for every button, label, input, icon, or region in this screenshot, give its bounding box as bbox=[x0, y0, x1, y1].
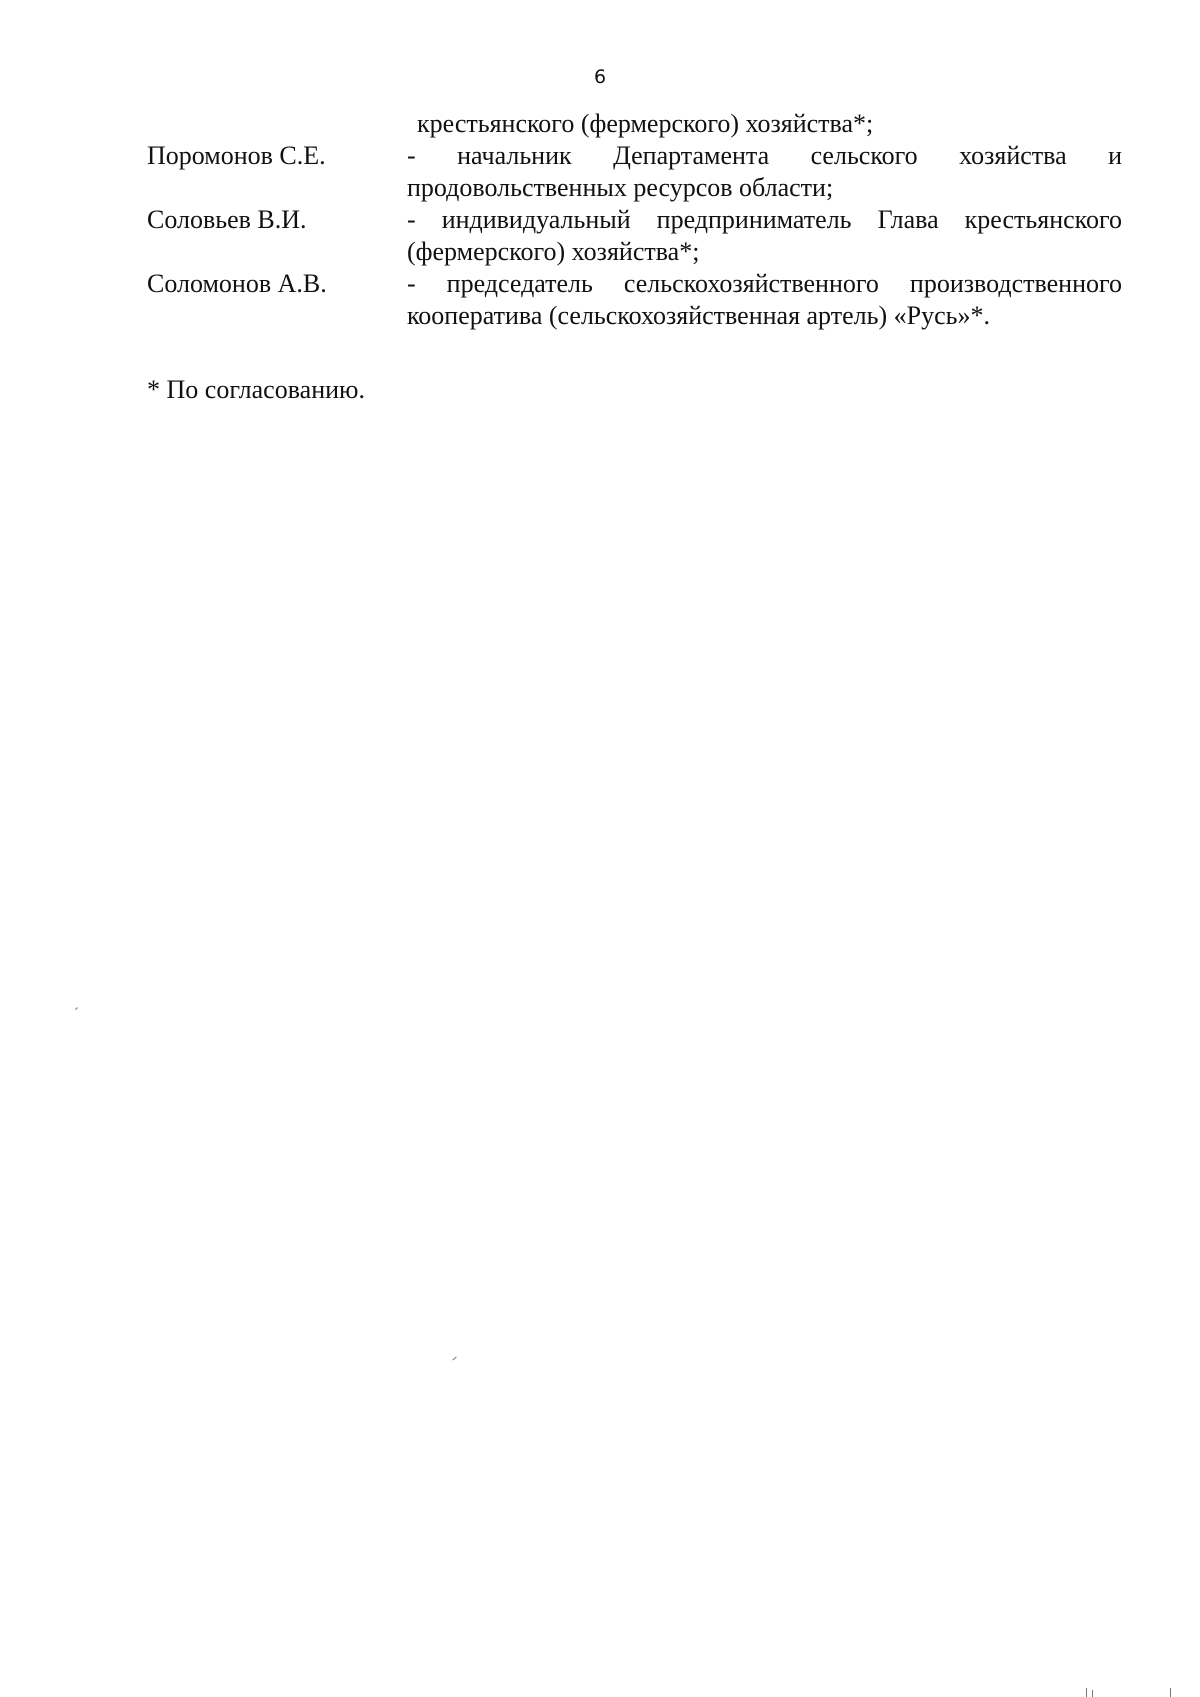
scan-speck bbox=[1170, 1688, 1171, 1697]
scan-speck bbox=[1086, 1688, 1087, 1697]
page-number: 6 bbox=[593, 66, 607, 88]
member-role-line: - председатель сельскохозяйственного производственного bbox=[407, 269, 1122, 298]
scan-speck bbox=[1092, 1690, 1093, 1697]
members-list bbox=[147, 108, 1122, 332]
member-role bbox=[407, 268, 1122, 332]
member-role-line: (фермерского) хозяйства*; bbox=[407, 237, 700, 266]
member-name: Поромонов С.Е. bbox=[147, 141, 326, 170]
member-role bbox=[407, 140, 1122, 204]
member-role-line: кооператива (сельскохозяйственная артель) «Русь»*. bbox=[407, 301, 990, 330]
member-role-line: - индивидуальный предприниматель Глава крестьянского bbox=[407, 205, 1122, 234]
scan-speck bbox=[75, 1007, 78, 1010]
member-role-line: продовольственных ресурсов области; bbox=[407, 173, 834, 202]
continuation-line: крестьянского (фермерского) хозяйства*; bbox=[417, 109, 874, 138]
member-row bbox=[147, 204, 1122, 268]
member-role bbox=[407, 204, 1122, 268]
member-role-line: - начальник Департамента сельского хозяйства и bbox=[407, 141, 1122, 170]
member-row bbox=[147, 140, 1122, 204]
member-name: Соломонов А.В. bbox=[147, 269, 327, 298]
scan-speck bbox=[452, 1357, 456, 1361]
member-name: Соловьев В.И. bbox=[147, 205, 307, 234]
member-row bbox=[147, 268, 1122, 332]
footnote: * По согласованию. bbox=[147, 375, 365, 404]
